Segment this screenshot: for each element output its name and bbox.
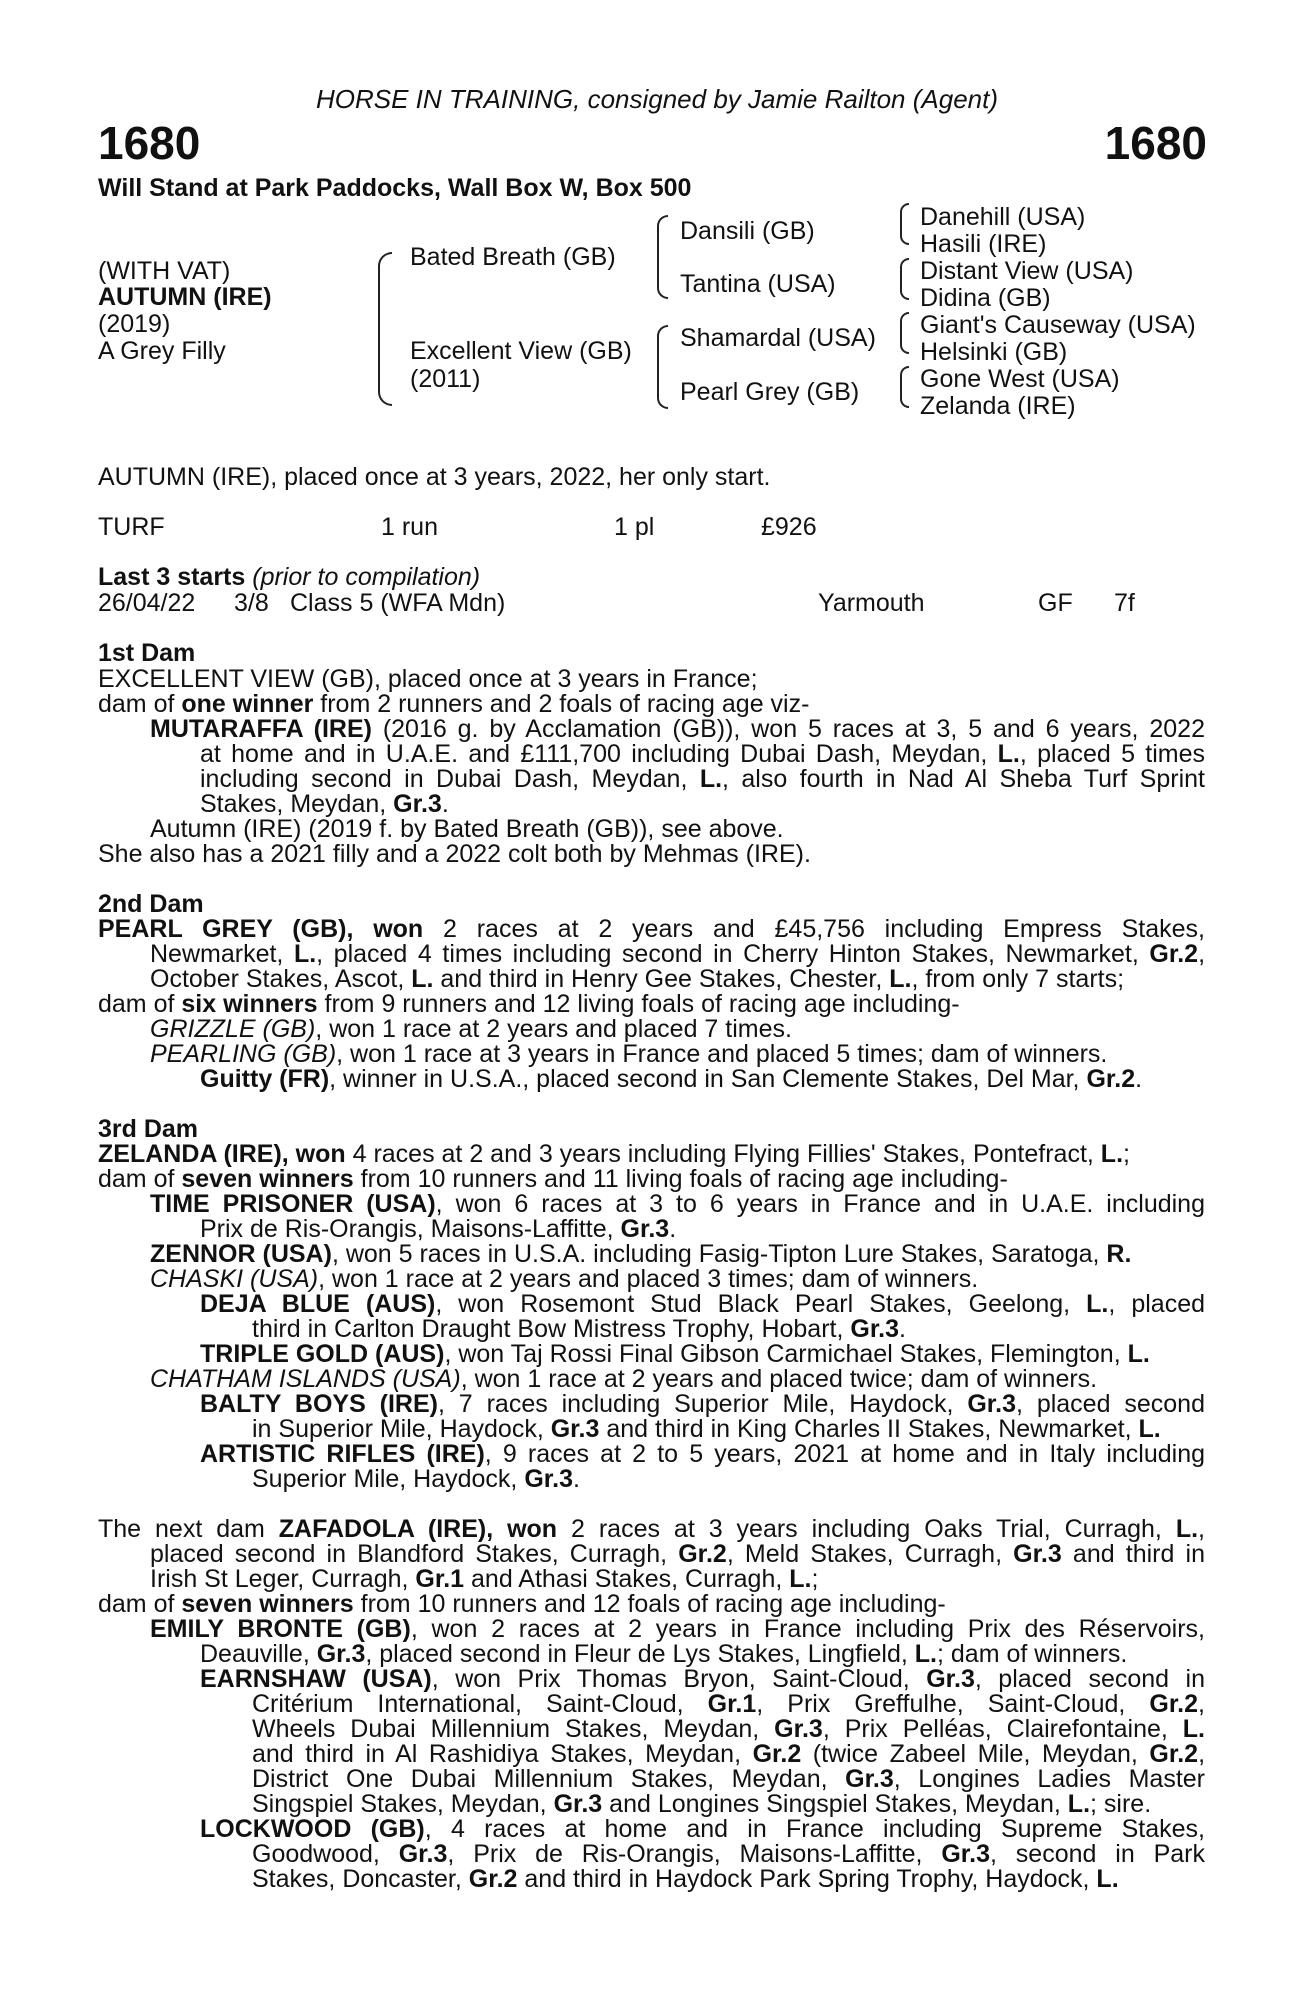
pedigree-sss: Danehill (USA): [920, 203, 1086, 231]
stand-location: Will Stand at Park Paddocks, Wall Box W, Box 500: [98, 174, 692, 202]
pedigree-brace-sire: [657, 215, 668, 299]
text: , 7 races including Superior Mile, Haydock,: [437, 1390, 968, 1418]
text: Singspiel Stakes, Meydan,: [252, 1790, 554, 1818]
pedigree-dsd: Helsinki (GB): [920, 338, 1068, 366]
text: , winner in U.S.A., placed second in San Clemente Stakes, Del Mar,: [329, 1065, 1087, 1093]
grade: Gr.2: [1149, 1690, 1199, 1718]
grade: Gr.3: [1013, 1540, 1062, 1568]
emily-bronte-line-2: [200, 1642, 1205, 1667]
progeny-name: DEJA BLUE (AUS): [200, 1290, 436, 1318]
pedigree-dam-year: (2011): [410, 365, 481, 393]
text: .: [572, 1465, 580, 1493]
text: , 9 races at 2 to 5 years, 2021 at home and in Italy including: [484, 1440, 1205, 1468]
text: , won 1 race at 3 years in France and placed 5 times; dam of winners.: [336, 1040, 1108, 1068]
guitty-line: [200, 1067, 1205, 1092]
first-dam-produce-line: [98, 692, 1205, 717]
zelanda-produce-line: [98, 1167, 1205, 1192]
balty-boys-line-1: [200, 1392, 1205, 1417]
text: , won 1 race at 2 years and placed 7 times.: [315, 1015, 792, 1043]
lockwood-line-1: [200, 1817, 1205, 1842]
text: ,: [1198, 1515, 1205, 1543]
horse-year: (2019): [98, 310, 171, 338]
text: ;: [811, 1565, 819, 1593]
earnshaw-line-3: [252, 1717, 1205, 1742]
text: ,: [1198, 1690, 1205, 1718]
record-runs: 1 run: [381, 513, 438, 541]
text: , Meld Stakes, Curragh,: [726, 1540, 1014, 1568]
text: , placed: [1108, 1290, 1206, 1318]
progeny-name: LOCKWOOD (GB): [200, 1815, 425, 1843]
triple-gold-line: [200, 1342, 1205, 1367]
grade: Gr.3: [620, 1215, 670, 1243]
start-date: 26/04/22: [98, 589, 196, 617]
text: at home and in U.A.E. and £111,700 including Dubai Dash, Meydan,: [200, 740, 998, 768]
text: from 10 runners and 11 living foals of racing age including-: [353, 1165, 1008, 1193]
text-bold: seven winners: [181, 1165, 354, 1193]
text: including second in Dubai Dash, Meydan,: [200, 765, 700, 793]
pedigree-sds: Distant View (USA): [920, 257, 1134, 285]
progeny-name: CHATHAM ISLANDS (USA): [150, 1365, 461, 1393]
autumn-line: Autumn (IRE) (2019 f. by Bated Breath (GB)), see above.: [150, 815, 784, 843]
grade: Gr.1: [707, 1690, 757, 1718]
text: October Stakes, Ascot,: [150, 965, 412, 993]
text: in Superior Mile, Haydock,: [252, 1415, 551, 1443]
text: , placed 4 times including second in Cherry Hinton Stakes, Newmarket,: [316, 940, 1150, 968]
pedigree-dss: Giant's Causeway (USA): [920, 311, 1196, 339]
pearling-line: [150, 1042, 1205, 1067]
pedigree-sire: Bated Breath (GB): [410, 243, 616, 271]
record-placings: 1 pl: [614, 513, 655, 541]
deja-blue-line-2: [252, 1317, 1205, 1342]
text: District One Dubai Millennium Stakes, Meydan,: [252, 1765, 846, 1793]
text: , Longines Ladies Master: [893, 1765, 1205, 1793]
text: .: [441, 790, 449, 818]
progeny-name: TIME PRISONER (USA): [150, 1190, 436, 1218]
text: , won Prix Thomas Bryon, Saint-Cloud,: [431, 1665, 927, 1693]
text: , won 1 race at 2 years and placed twice; dam of winners.: [460, 1365, 1098, 1393]
pearl-grey-line-2: [150, 942, 1205, 967]
text: and third in Haydock Park Spring Trophy, Haydock,: [517, 1865, 1097, 1893]
earnshaw-line-1: [200, 1667, 1205, 1692]
text: , 4 races at home and in France including Supreme Stakes,: [424, 1815, 1205, 1843]
vat-note: (WITH VAT): [98, 257, 231, 285]
grade: Gr.2: [752, 1740, 802, 1768]
progeny-name: TRIPLE GOLD (AUS): [200, 1340, 445, 1368]
grade: Gr.3: [774, 1715, 823, 1743]
zelanda-line-1: [98, 1142, 1205, 1167]
text-bold: one winner: [181, 690, 314, 718]
text-bold: seven winners: [181, 1590, 354, 1618]
text: and Athasi Stakes, Curragh,: [464, 1565, 790, 1593]
third-dam-heading: 3rd Dam: [98, 1115, 199, 1143]
grade: L.: [1175, 1515, 1199, 1543]
text: (2016 g. by Acclamation (GB)), won 5 races at 3, 5 and 6 years, 2022: [371, 715, 1205, 743]
text: ,: [1198, 940, 1206, 968]
pearl-grey-line-1: [98, 917, 1205, 942]
chatham-islands-line: [150, 1367, 1205, 1392]
start-distance: 7f: [1114, 589, 1135, 617]
grade: Gr.3: [524, 1465, 573, 1493]
grade: L.: [1086, 1290, 1109, 1318]
text: Newmarket,: [150, 940, 294, 968]
text: , won 1 race at 2 years and placed 3 times; dam of winners.: [318, 1265, 979, 1293]
earnshaw-line-2: [252, 1692, 1205, 1717]
grade: L.: [1100, 1140, 1124, 1168]
progeny-name: Guitty (FR): [200, 1065, 330, 1093]
text: 2 races at 3 years including Oaks Trial, Curragh,: [557, 1515, 1176, 1543]
mutaraffa-line-3: [200, 767, 1205, 792]
grade: L.: [1182, 1715, 1205, 1743]
pedigree-dam-dam: Pearl Grey (GB): [680, 378, 860, 406]
text: Critérium International, Saint-Cloud,: [252, 1690, 708, 1718]
text: , placed second in: [974, 1665, 1205, 1693]
start-course: Yarmouth: [818, 589, 925, 617]
earnshaw-line-6: [252, 1792, 1205, 1817]
pedigree-brace-ds: [900, 312, 909, 354]
start-race: Class 5 (WFA Mdn): [290, 589, 506, 617]
second-dam-heading: 2nd Dam: [98, 890, 204, 918]
start-position: 3/8: [234, 589, 269, 617]
text: ;: [1123, 1140, 1130, 1168]
pedigree-brace-sd: [900, 258, 909, 300]
grade: Gr.3: [926, 1665, 975, 1693]
artistic-rifles-line-2: [252, 1467, 1205, 1492]
grade: Gr.3: [850, 1315, 900, 1343]
text: dam of: [98, 690, 182, 718]
first-dam-foals-line: She also has a 2021 filly and a 2022 colt both by Mehmas (IRE).: [98, 840, 811, 868]
text: third in Carlton Draught Bow Mistress Trophy, Hobart,: [252, 1315, 851, 1343]
last-starts-note: (prior to compilation): [252, 563, 481, 591]
progeny-name: ARTISTIC RIFLES (IRE): [200, 1440, 485, 1468]
next-dam-produce-line: [98, 1592, 1205, 1617]
mutaraffa-line-2: [200, 742, 1205, 767]
first-dam-line: EXCELLENT VIEW (GB), placed once at 3 years in France;: [98, 665, 758, 693]
grade: L.: [411, 965, 434, 993]
last-starts-heading: [98, 565, 480, 590]
text: Deauville,: [200, 1640, 317, 1668]
text: , placed 5 times: [1019, 740, 1206, 768]
pedigree-sire-sire: Dansili (GB): [680, 217, 815, 245]
progeny-name: MUTARAFFA (IRE): [150, 715, 372, 743]
grade: Gr.2: [468, 1865, 518, 1893]
lockwood-line-3: [252, 1867, 1205, 1892]
text: dam of: [98, 1165, 182, 1193]
text-bold: six winners: [181, 990, 318, 1018]
text: , placed second in Fleur de Lys Stakes, Lingfield,: [365, 1640, 915, 1668]
text: and third in Al Rashidiya Stakes, Meydan,: [252, 1740, 753, 1768]
text: , won Rosemont Stud Black Pearl Stakes, Geelong,: [435, 1290, 1087, 1318]
text: Prix de Ris-Orangis, Maisons-Laffitte,: [200, 1215, 621, 1243]
text: Irish St Leger, Curragh,: [150, 1565, 416, 1593]
next-dam-line-1: [98, 1517, 1205, 1542]
lockwood-line-2: [252, 1842, 1205, 1867]
chaski-line: [150, 1267, 1205, 1292]
text: The next dam: [98, 1515, 279, 1543]
mutaraffa-line-4: [200, 792, 1205, 817]
text: , also fourth in Nad Al Sheba Turf Sprint: [722, 765, 1205, 793]
earnshaw-line-5: [252, 1767, 1205, 1792]
text: , from only 7 starts;: [911, 965, 1125, 993]
grade: L.: [997, 740, 1020, 768]
text: ,: [1198, 1740, 1206, 1768]
text: , Prix Greffulhe, Saint-Cloud,: [756, 1690, 1150, 1718]
text: and third in King Charles II Stakes, Newmarket,: [599, 1415, 1139, 1443]
next-dam-line-2: [150, 1542, 1205, 1567]
grade: Gr.3: [398, 1840, 448, 1868]
record-surface: TURF: [98, 513, 165, 541]
horse-description: A Grey Filly: [98, 337, 226, 365]
pedigree-sdd: Didina (GB): [920, 284, 1051, 312]
text: Goodwood,: [252, 1840, 399, 1868]
earnshaw-line-4: [252, 1742, 1205, 1767]
grade: Gr.3: [553, 1790, 603, 1818]
grade: L.: [293, 940, 317, 968]
text: .: [899, 1315, 906, 1343]
progeny-name: EARNSHAW (USA): [200, 1665, 432, 1693]
grade: Gr.3: [941, 1840, 990, 1868]
text: placed second in Blandford Stakes, Curragh,: [150, 1540, 679, 1568]
grade: L.: [1127, 1340, 1150, 1368]
grade: Gr.3: [845, 1765, 894, 1793]
grade: R.: [1106, 1240, 1132, 1268]
text: , second in Park: [990, 1840, 1205, 1868]
artistic-rifles-line-1: [200, 1442, 1205, 1467]
lot-number-left: 1680: [98, 117, 201, 169]
start-going: GF: [1038, 589, 1073, 617]
text: and third in: [1061, 1540, 1205, 1568]
grade: L.: [699, 765, 723, 793]
text: (twice Zabeel Mile, Meydan,: [801, 1740, 1150, 1768]
grade: Gr.3: [393, 790, 442, 818]
pedigree-brace-main: [378, 252, 392, 406]
text: ; sire.: [1090, 1790, 1152, 1818]
pedigree-brace-ss: [900, 203, 909, 245]
progeny-name: GRIZZLE (GB): [150, 1015, 316, 1043]
progeny-name: CHASKI (USA): [150, 1265, 319, 1293]
text: , placed second: [1015, 1390, 1205, 1418]
pedigree-ssd: Hasili (IRE): [920, 230, 1047, 258]
grade: L.: [914, 1640, 937, 1668]
grade: Gr.2: [678, 1540, 727, 1568]
text: Superior Mile, Haydock,: [252, 1465, 525, 1493]
text: from 9 runners and 12 living foals of racing age including-: [317, 990, 960, 1018]
text: , Prix Pelléas, Clairefontaine,: [822, 1715, 1183, 1743]
dam-name: PEARL GREY (GB), won: [98, 915, 424, 943]
race-summary: AUTUMN (IRE), placed once at 3 years, 2022, her only start.: [98, 463, 771, 491]
grade: Gr.1: [415, 1565, 465, 1593]
horse-name: AUTUMN (IRE): [98, 283, 272, 311]
grade: Gr.2: [1086, 1065, 1136, 1093]
text: 2 races at 2 years and £45,756 including Empress Stakes,: [423, 915, 1205, 943]
progeny-name: PEARLING (GB): [150, 1040, 337, 1068]
record-earnings: £926: [761, 513, 817, 541]
text: 4 races at 2 and 3 years including Flying Fillies' Stakes, Pontefract,: [345, 1140, 1101, 1168]
pedigree-dam: Excellent View (GB): [410, 337, 632, 365]
next-dam-line-3: [150, 1567, 1205, 1592]
time-prisoner-line-2: [200, 1217, 1205, 1242]
text: Wheels Dubai Millennium Stakes, Meydan,: [252, 1715, 775, 1743]
grade: Gr.2: [1149, 1740, 1199, 1768]
text: , won 2 races at 2 years in France including Prix des Réservoirs,: [410, 1615, 1205, 1643]
last-starts-title: Last 3 starts: [98, 563, 246, 591]
grade: L.: [1138, 1415, 1161, 1443]
pedigree-ddd: Zelanda (IRE): [920, 392, 1076, 420]
consignment-line: HORSE IN TRAINING, consigned by Jamie Railton (Agent): [315, 84, 999, 114]
pedigree-sire-dam: Tantina (USA): [680, 270, 836, 298]
grade: L.: [789, 1565, 812, 1593]
mutaraffa-line-1: [150, 717, 1205, 742]
text: Stakes, Doncaster,: [252, 1865, 469, 1893]
balty-boys-line-2: [252, 1417, 1205, 1442]
dam-name: ZELANDA (IRE), won: [98, 1140, 346, 1168]
progeny-name: EMILY BRONTE (GB): [150, 1615, 411, 1643]
text: , won Taj Rossi Final Gibson Carmichael Stakes, Flemington,: [444, 1340, 1128, 1368]
time-prisoner-line-1: [150, 1192, 1205, 1217]
pedigree-dam-sire: Shamardal (USA): [680, 324, 876, 352]
text: from 10 runners and 12 foals of racing age including-: [353, 1590, 946, 1618]
first-dam-heading: 1st Dam: [98, 639, 196, 667]
grade: L.: [1067, 1790, 1091, 1818]
pedigree-brace-dam: [657, 325, 668, 409]
dam-name: ZAFADOLA (IRE), won: [278, 1515, 558, 1543]
grade: Gr.3: [967, 1390, 1016, 1418]
pedigree-brace-dd: [900, 366, 909, 408]
grade: Gr.2: [1149, 940, 1199, 968]
text: , Prix de Ris-Orangis, Maisons-Laffitte,: [447, 1840, 942, 1868]
pearl-grey-line-3: [150, 967, 1205, 992]
text: Stakes, Meydan,: [200, 790, 394, 818]
progeny-name: BALTY BOYS (IRE): [200, 1390, 438, 1418]
text: from 2 runners and 2 foals of racing age viz-: [313, 690, 810, 718]
text: and Longines Singspiel Stakes, Meydan,: [602, 1790, 1068, 1818]
text: and third in Henry Gee Stakes, Chester,: [433, 965, 890, 993]
text: , won 6 races at 3 to 6 years in France and in U.A.E. including: [435, 1190, 1205, 1218]
text: dam of: [98, 1590, 182, 1618]
text: dam of: [98, 990, 182, 1018]
grade: Gr.3: [550, 1415, 600, 1443]
grade: L.: [889, 965, 912, 993]
text: .: [669, 1215, 677, 1243]
text: ; dam of winners.: [937, 1640, 1128, 1668]
text: , won 5 races in U.S.A. including Fasig-Tipton Lure Stakes, Saratoga,: [331, 1240, 1107, 1268]
pearl-grey-produce-line: [98, 992, 1205, 1017]
deja-blue-line-1: [200, 1292, 1205, 1317]
lot-number-right: 1680: [1104, 117, 1207, 169]
text: .: [1135, 1065, 1143, 1093]
zennor-line: [150, 1242, 1205, 1267]
pedigree-dds: Gone West (USA): [920, 365, 1120, 393]
grade: L.: [1096, 1865, 1119, 1893]
grade: Gr.3: [316, 1640, 366, 1668]
progeny-name: ZENNOR (USA): [150, 1240, 332, 1268]
emily-bronte-line-1: [150, 1617, 1205, 1642]
grizzle-line: [150, 1017, 1205, 1042]
